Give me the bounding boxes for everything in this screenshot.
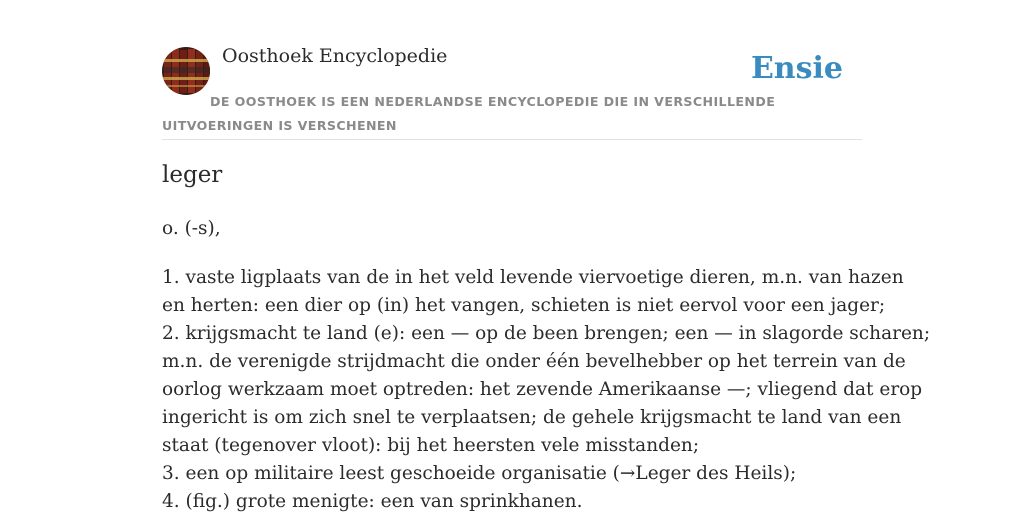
definition-line xyxy=(162,460,862,488)
entry-headword: leger xyxy=(162,162,223,188)
definition-line: m.n. de verenigde strijdmacht die onder één bevelhebber op het terrein van de xyxy=(162,351,906,372)
entry-definition xyxy=(162,264,931,512)
definition-line: oorlog werkzaam moet optreden: het zevende Amerikaanse —; vliegend dat erop xyxy=(162,379,923,400)
brand-logo-text[interactable]: Ensie xyxy=(750,51,843,86)
cross-reference-link[interactable]: →Leger des Heils xyxy=(619,463,783,484)
site-title[interactable]: Oosthoek Encyclopedie xyxy=(222,45,448,67)
definition-line: 2. krijgsmacht te land (e): een — op de been brengen; een — in slagorde scharen; xyxy=(162,323,931,344)
site-logo[interactable] xyxy=(162,47,210,95)
site-header xyxy=(162,0,862,140)
definition-line: ingericht is om zich snel te verplaatsen; de gehele krijgsmacht te land van een xyxy=(162,407,902,428)
definition-line: 4. (fig.) grote menigte: een van sprinkhanen. xyxy=(162,491,583,512)
site-tagline: DE OOSTHOEK IS EEN NEDERLANDSE ENCYCLOPEDIE DIE IN VERSCHILLENDE UITVOERINGEN IS VERSCHENEN xyxy=(162,94,776,133)
definition-line: 1. vaste ligplaats van de in het veld levende viervoetige dieren, m.n. van hazen xyxy=(162,267,904,288)
definition-line: en herten: een dier op (in) het vangen, schieten is niet eervol voor een jager; xyxy=(162,295,886,316)
book-spines-icon xyxy=(162,47,210,95)
definition-line: staat (tegenover vloot): bij het heersten vele misstanden; xyxy=(162,435,700,456)
definition-line-prefix: 3. een op militaire leest geschoeide organisatie ( xyxy=(162,463,620,484)
entry-grammar: o. (-s), xyxy=(162,218,221,239)
definition-line-suffix: ); xyxy=(782,463,797,484)
page xyxy=(162,0,931,512)
